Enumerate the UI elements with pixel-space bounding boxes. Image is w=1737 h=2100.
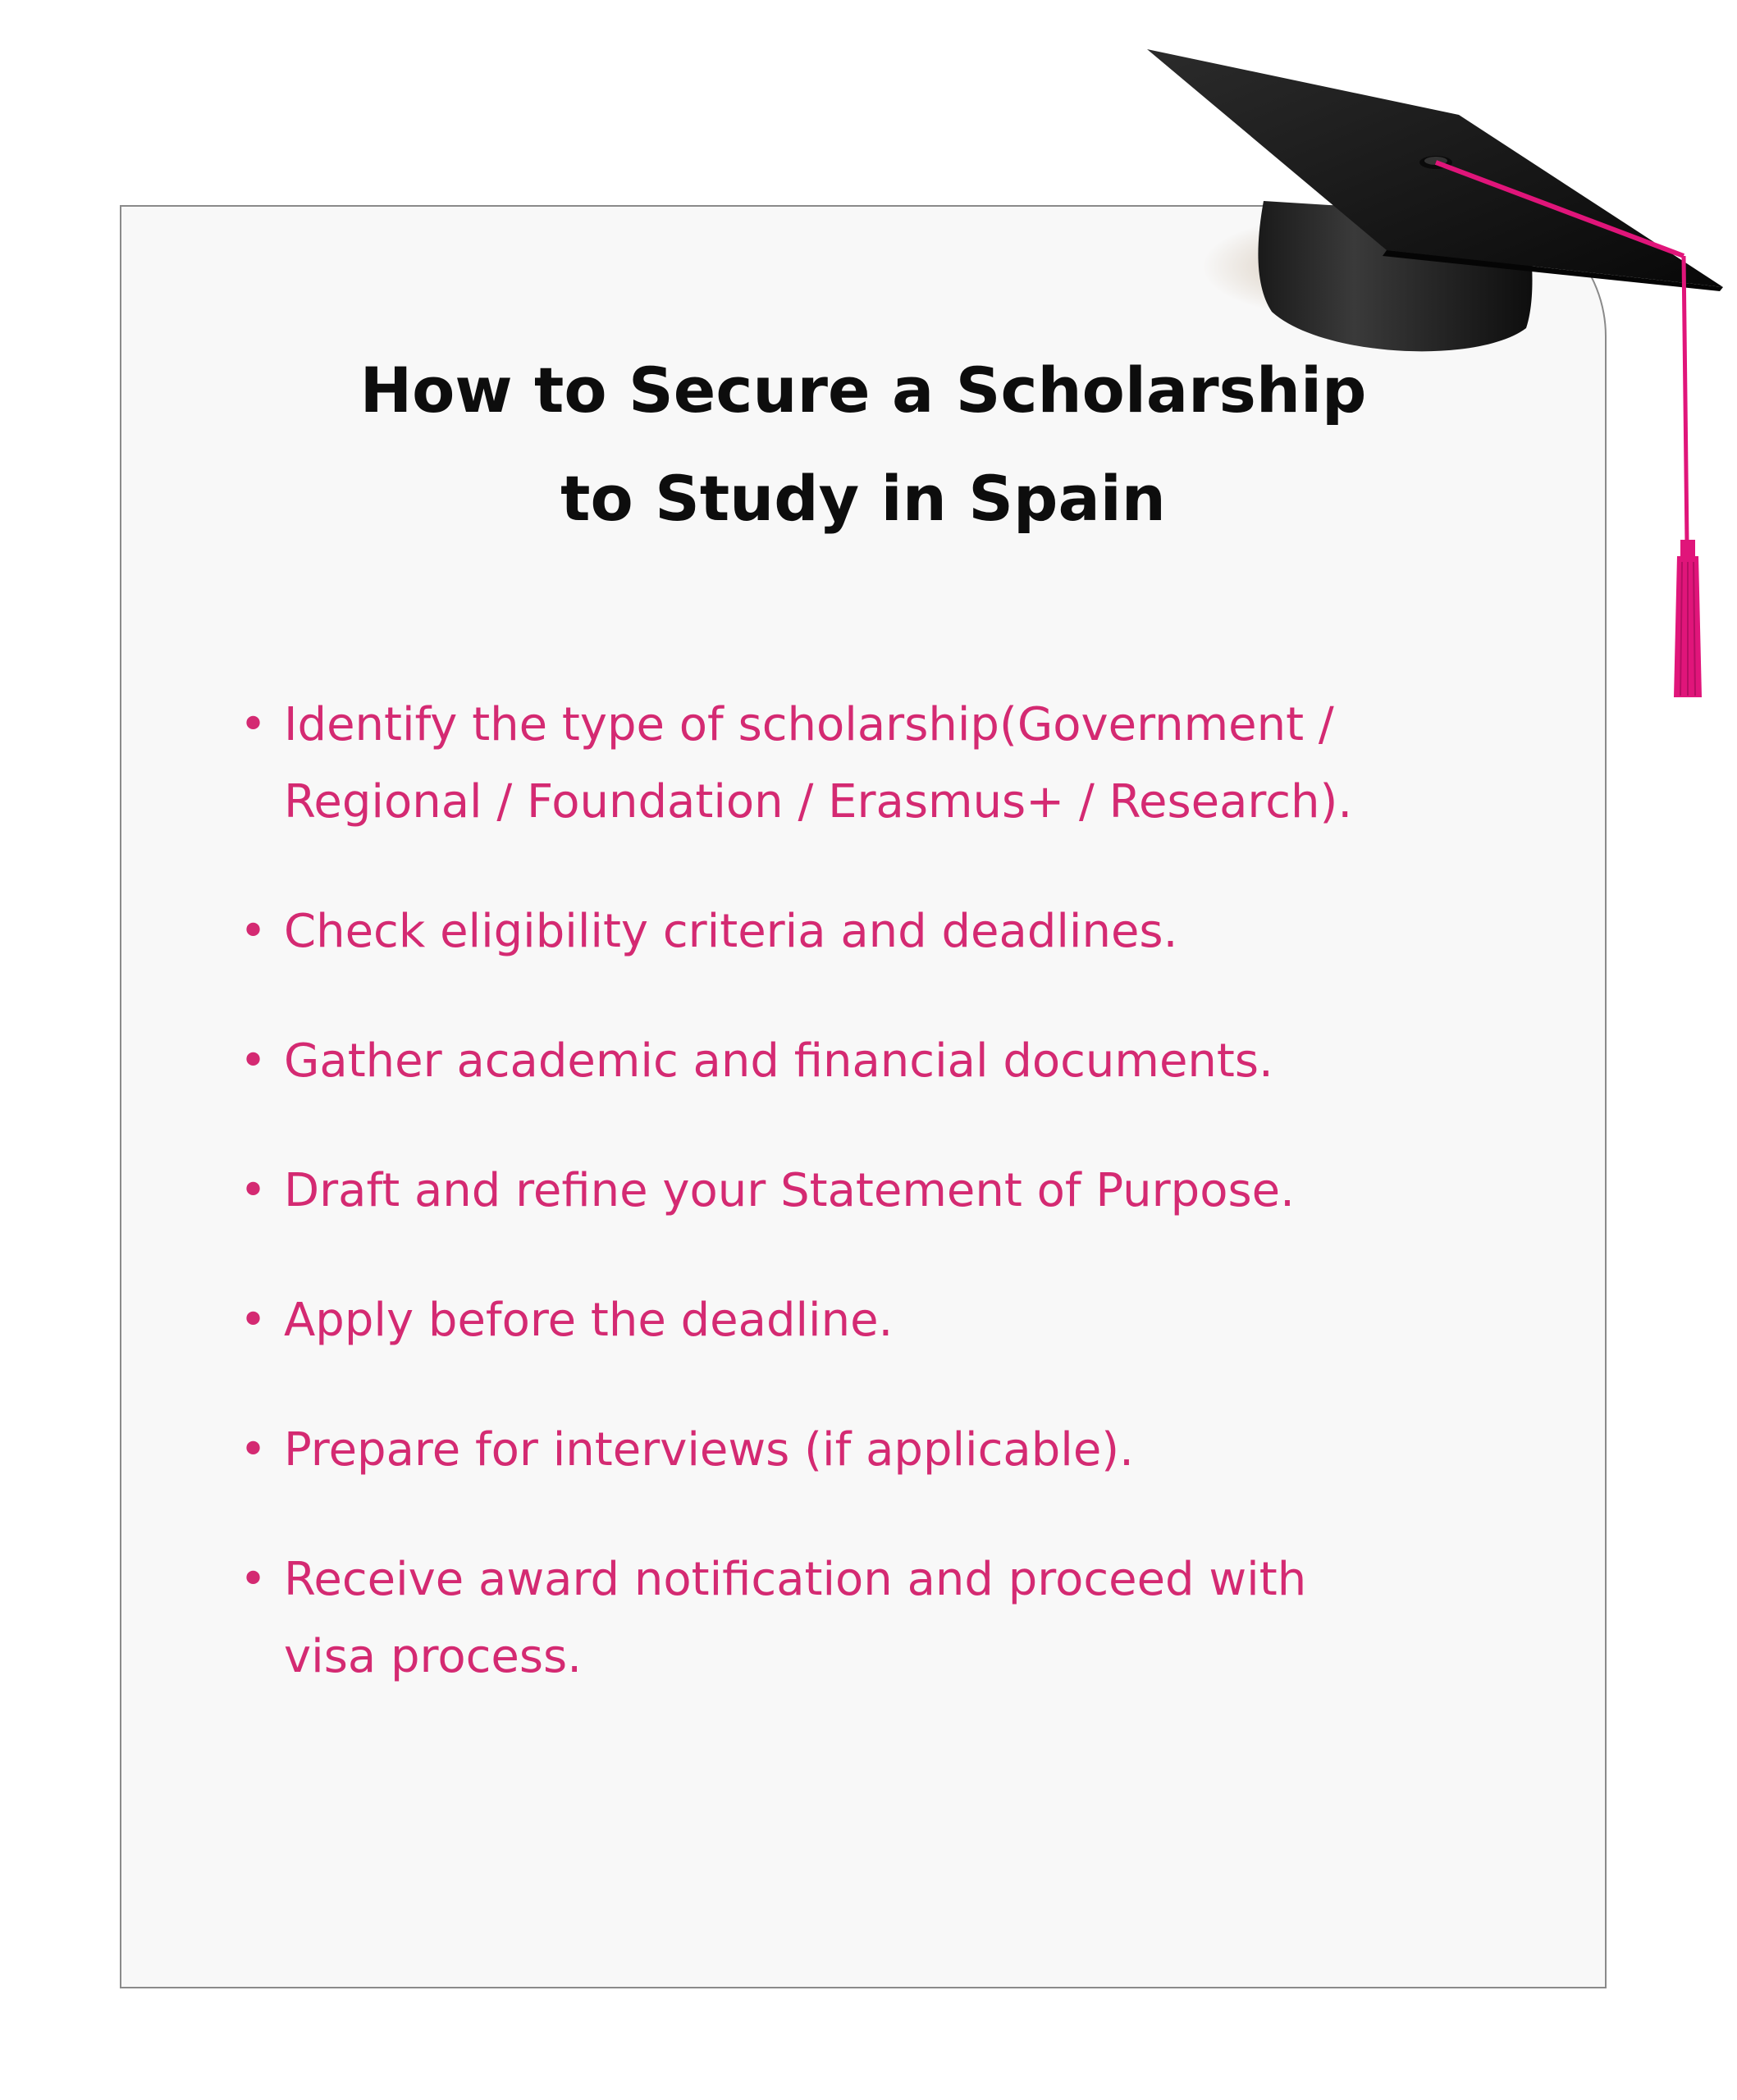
list-item <box>240 1282 1552 1359</box>
step-text-line: Draft and refine your Statement of Purpose. <box>284 1164 1295 1217</box>
step-text-line: Identify the type of scholarship(Government / <box>284 698 1334 751</box>
step-text-line: Regional / Foundation / Erasmus+ / Research). <box>284 775 1353 829</box>
title-line-2: to Study in Spain <box>560 462 1166 535</box>
bullet: • <box>240 1423 267 1477</box>
step-text-line: Receive award notification and proceed with <box>284 1553 1307 1606</box>
list-item <box>240 1412 1552 1489</box>
list-item <box>240 893 1552 970</box>
list-item <box>240 1023 1552 1100</box>
step-text-line: Check eligibility criteria and deadlines. <box>284 905 1178 958</box>
bullet: • <box>240 905 267 958</box>
bullet: • <box>240 1553 267 1606</box>
title-line-1: How to Secure a Scholarship <box>359 354 1367 427</box>
bullet: • <box>240 1294 267 1347</box>
bullet: • <box>240 1164 267 1217</box>
list-item <box>240 1541 1552 1696</box>
bullet: • <box>240 1034 267 1088</box>
step-text-line: Gather academic and financial documents. <box>284 1034 1273 1088</box>
graduation-cap-icon <box>1132 41 1723 738</box>
step-text-line: Prepare for interviews (if applicable). <box>284 1423 1134 1477</box>
bullet: • <box>240 698 267 751</box>
list-item <box>240 1153 1552 1230</box>
steps-list <box>240 687 1552 1748</box>
step-text-line: visa process. <box>284 1630 582 1683</box>
step-text-line: Apply before the deadline. <box>284 1294 894 1347</box>
